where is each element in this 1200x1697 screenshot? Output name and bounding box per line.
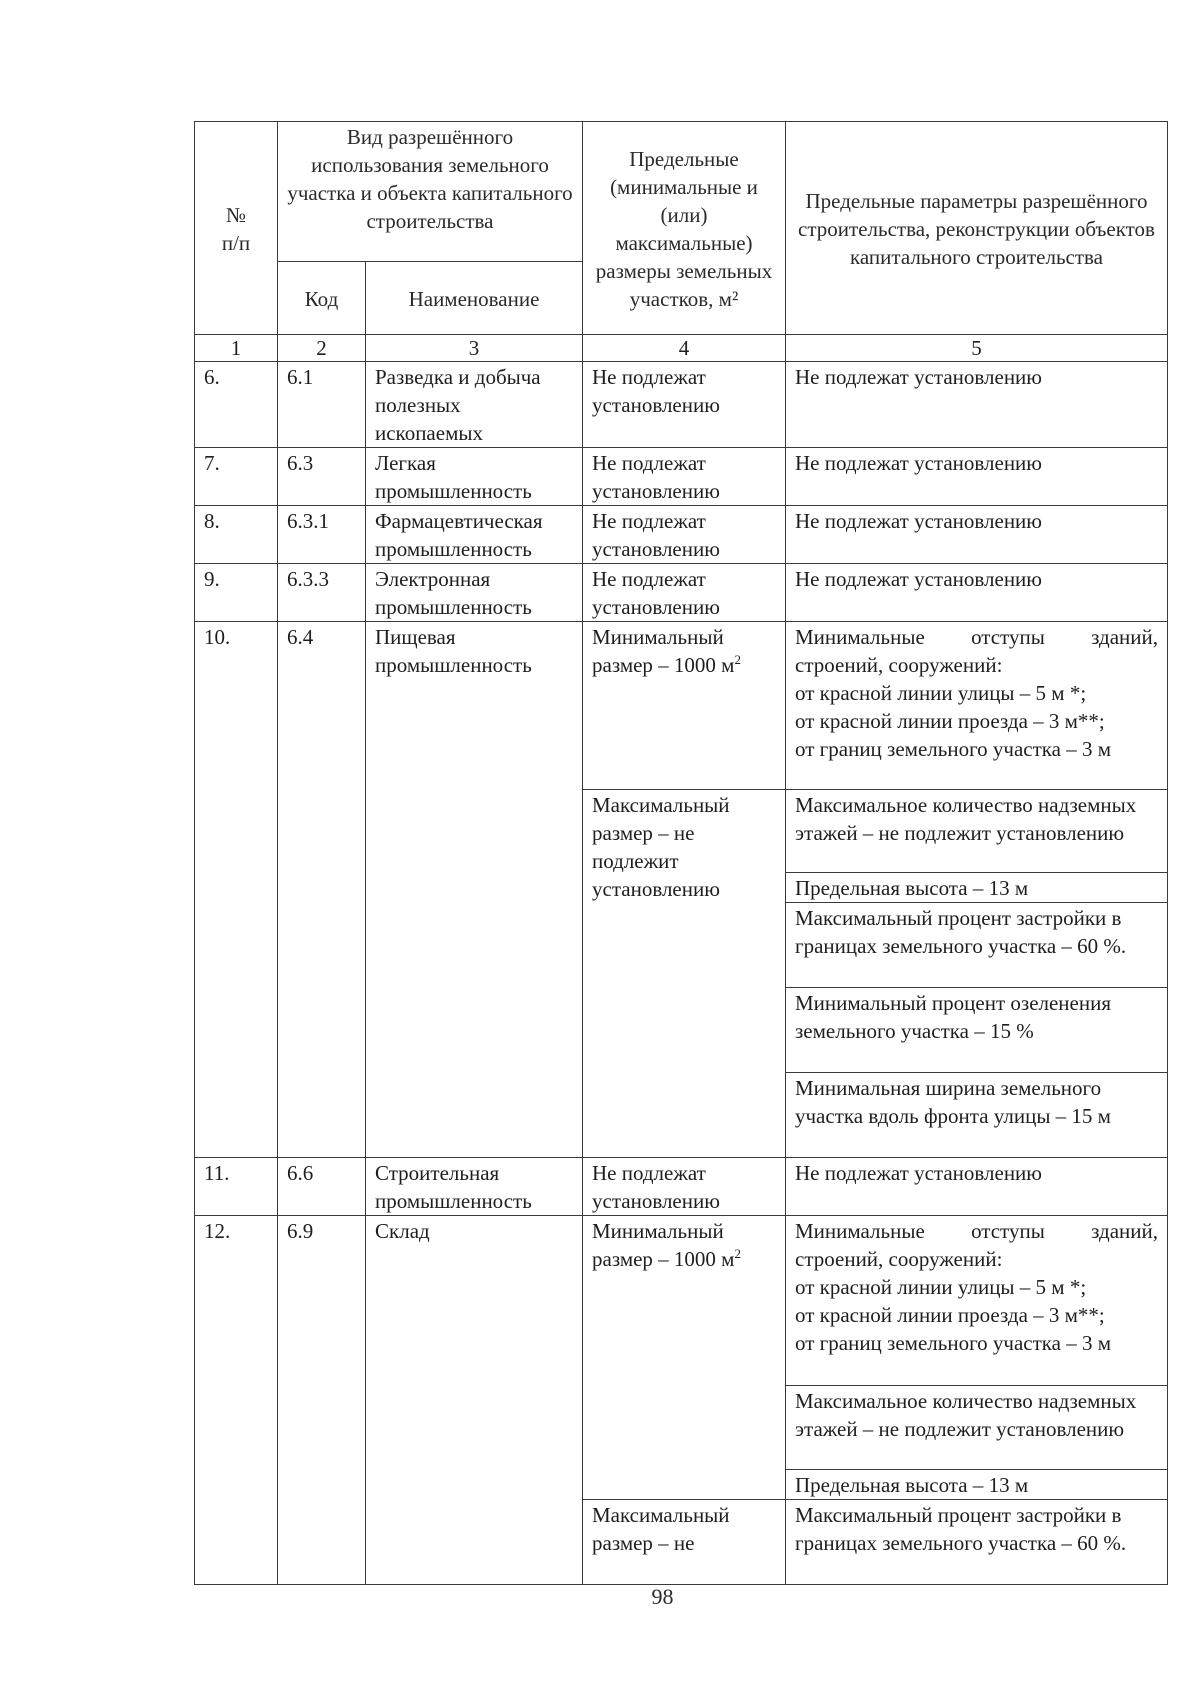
row-params: Не подлежат установлению [786, 1158, 1168, 1216]
param-height: Предельная высота – 13 м [786, 1470, 1168, 1500]
column-number: 4 [583, 335, 786, 362]
row-size-max: Максимальный размер – не [583, 1500, 786, 1585]
row-name: Разведка и добыча полезных ископаемых [366, 362, 583, 448]
setback-boundary: от границ земельного участка – 3 м [795, 737, 1112, 761]
row-size-min [583, 622, 786, 790]
row-size: Не подлежат установлению [583, 362, 786, 448]
table-row [195, 564, 1168, 622]
size-min-text: Минимальный размер – 1000 м [592, 1219, 735, 1271]
row-name: Строительная промышленность [366, 1158, 583, 1216]
setbacks-title: Минимальные отступы зданий, строений, сооружений: [795, 1219, 1158, 1271]
header-params: Предельные параметры разрешённого строительства, реконструкции объектов капитального строительства [786, 122, 1168, 335]
column-number: 1 [195, 335, 278, 362]
row-size-max: Максимальный размер – не подлежит установлению [583, 790, 786, 1158]
row-params: Не подлежат установлению [786, 448, 1168, 506]
setback-driveway: от красной линии проезда – 3 м**; [795, 1303, 1105, 1327]
row-size-min [583, 1216, 786, 1500]
param-build-percent: Максимальный процент застройки в границах земельного участка – 60 %. [786, 903, 1168, 988]
column-number: 5 [786, 335, 1168, 362]
row-params-setbacks [786, 1216, 1168, 1386]
header-num: № п/п [195, 122, 278, 335]
row-code: 6.3 [278, 448, 366, 506]
table-row [195, 448, 1168, 506]
header-size-text: Предельные (минимальные и (или) максимальные) размеры земельных участков, м² [595, 146, 773, 311]
row-code: 6.3.1 [278, 506, 366, 564]
setback-boundary: от границ земельного участка – 3 м [795, 1331, 1112, 1355]
header-row [195, 122, 1168, 262]
row-num: 8. [195, 506, 278, 564]
param-floors: Максимальное количество надземных этажей – не подлежит установлению [786, 790, 1168, 873]
table-row [195, 1158, 1168, 1216]
param-height: Предельная высота – 13 м [786, 873, 1168, 903]
row-name: Электронная промышленность [366, 564, 583, 622]
row-num: 6. [195, 362, 278, 448]
header-code: Код [278, 262, 366, 335]
land-use-table [194, 121, 1168, 1585]
row-size: Не подлежат установлению [583, 448, 786, 506]
header-name: Наименование [366, 262, 583, 335]
row-code: 6.9 [278, 1216, 366, 1585]
header-type-group: Вид разрешённого использования земельного участка и объекта капитального строительства [278, 122, 583, 262]
row-num: 10. [195, 622, 278, 1158]
row-code: 6.1 [278, 362, 366, 448]
row-code: 6.3.3 [278, 564, 366, 622]
row-num: 11. [195, 1158, 278, 1216]
table-row [195, 362, 1168, 448]
row-num: 9. [195, 564, 278, 622]
row-num: 7. [195, 448, 278, 506]
param-green-percent: Минимальный процент озеленения земельного участка – 15 % [786, 988, 1168, 1073]
size-min-superscript: 2 [734, 652, 741, 667]
column-numbers-row [195, 335, 1168, 362]
param-build-percent: Максимальный процент застройки в границах земельного участка – 60 %. [786, 1500, 1168, 1585]
page-number: 98 [651, 1584, 674, 1609]
param-front-width: Минимальная ширина земельного участка вдоль фронта улицы – 15 м [786, 1073, 1168, 1158]
size-min-superscript: 2 [734, 1246, 741, 1261]
setbacks-title: Минимальные отступы зданий, строений, сооружений: [795, 625, 1158, 677]
row-params-setbacks [786, 622, 1168, 790]
row-name: Фармацевтическая промышленность [366, 506, 583, 564]
row-params: Не подлежат установлению [786, 362, 1168, 448]
row-params: Не подлежат установлению [786, 506, 1168, 564]
row-name: Пищевая промышленность [366, 622, 583, 1158]
setback-street: от красной линии улицы – 5 м *; [795, 681, 1087, 705]
row-code: 6.4 [278, 622, 366, 1158]
row-num: 12. [195, 1216, 278, 1585]
row-name: Склад [366, 1216, 583, 1585]
column-number: 2 [278, 335, 366, 362]
row-size: Не подлежат установлению [583, 564, 786, 622]
table-row [195, 1216, 1168, 1386]
setback-street: от красной линии улицы – 5 м *; [795, 1275, 1087, 1299]
row-name: Легкая промышленность [366, 448, 583, 506]
row-size: Не подлежат установлению [583, 506, 786, 564]
row-code: 6.6 [278, 1158, 366, 1216]
size-min-text: Минимальный размер – 1000 м [592, 625, 735, 677]
column-number: 3 [366, 335, 583, 362]
header-size [583, 122, 786, 335]
setback-driveway: от красной линии проезда – 3 м**; [795, 709, 1105, 733]
table-row [195, 622, 1168, 790]
table-row [195, 506, 1168, 564]
param-floors: Максимальное количество надземных этажей – не подлежит установлению [786, 1386, 1168, 1470]
row-params: Не подлежат установлению [786, 564, 1168, 622]
row-size: Не подлежат установлению [583, 1158, 786, 1216]
